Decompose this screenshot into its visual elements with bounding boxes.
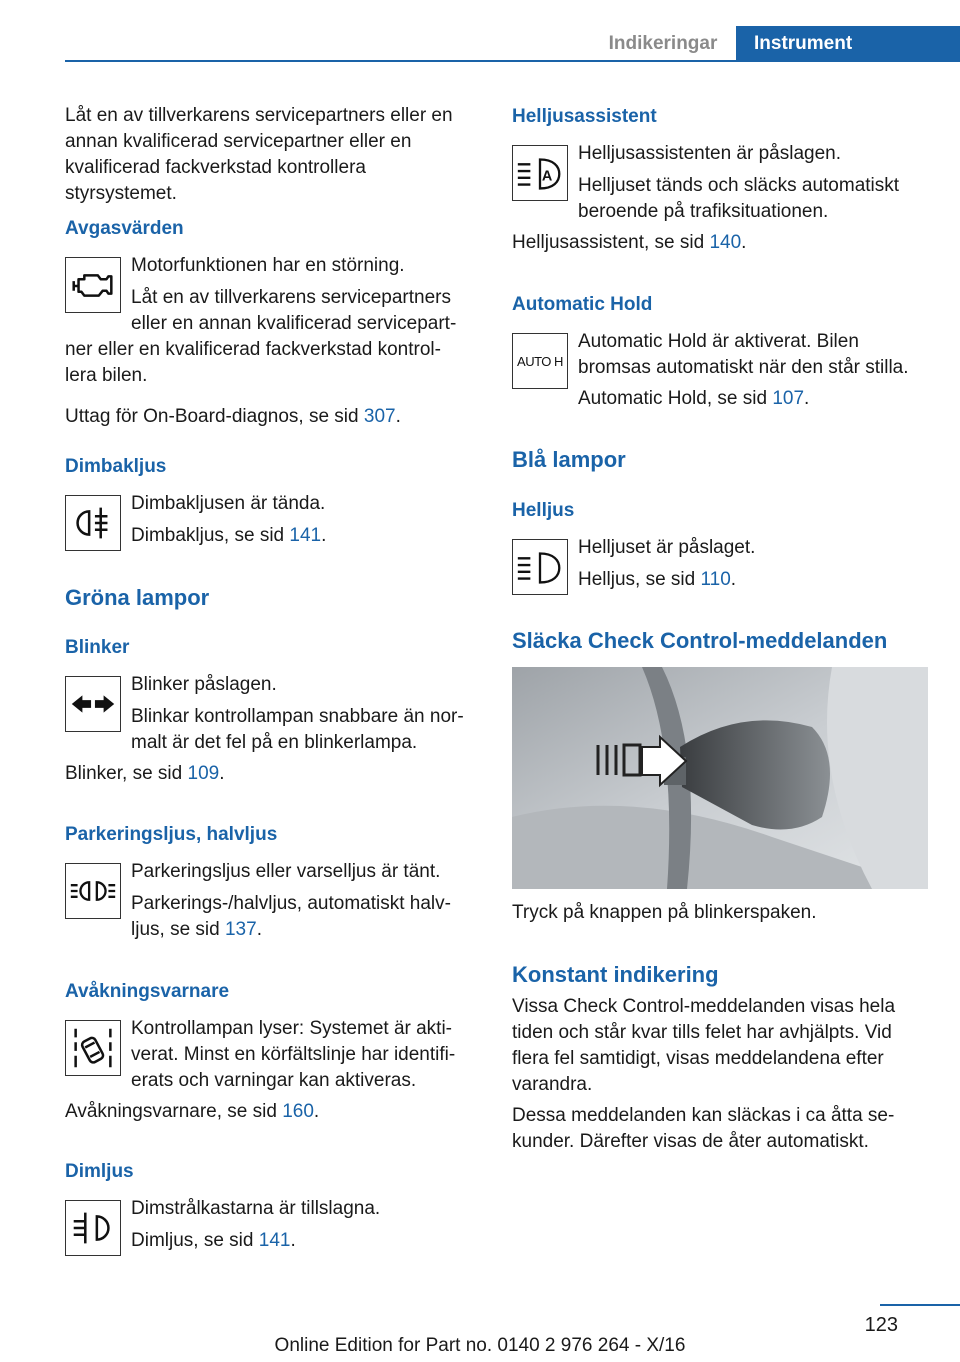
fog-title: Dimljus: [65, 1161, 134, 1182]
autohold-line-1b: bromsas automatiskt när den står stilla.: [578, 357, 909, 378]
hba-line-2a: Helljuset tänds och släcks automatiskt: [578, 175, 900, 196]
header-section-tab: Indikeringar: [608, 33, 718, 54]
parking-ref-link[interactable]: 137: [224, 919, 257, 940]
auto-hold-icon: [512, 333, 568, 389]
check-control-heading: Släcka Check Control-meddelanden: [512, 628, 888, 653]
green-lamps-heading: Gröna lampor: [65, 585, 210, 610]
avgas-line-2a: Låt en av tillverkarens servicepartners: [131, 287, 451, 308]
high-beam-icon: [512, 539, 568, 595]
avgas-line-2c: ner eller en kvalificerad fackverkstad kontrol‐: [65, 339, 441, 360]
blinker-line-1: Blinker påslagen.: [131, 674, 277, 695]
const-p1-a: Vissa Check Control-meddelanden visas hela: [512, 996, 896, 1017]
avgas-line-2b: eller en annan kvalificerad servicepart‐: [131, 313, 457, 334]
lane-line-1a: Kontrollampan lyser: Systemet är akti‐: [131, 1018, 453, 1039]
blinker-line-2a: Blinkar kontrollampan snabbare än nor‐: [131, 706, 464, 727]
autohold-title: Automatic Hold: [512, 294, 653, 315]
highbeam-ref-text: Helljus, se sid: [578, 569, 701, 590]
auto-hold-icon-text: AUTO H: [517, 353, 563, 369]
parking-light-icon: [65, 863, 121, 919]
blinker-ref-text: Blinker, se sid: [65, 763, 188, 784]
highbeam-reference: Helljus, se sid 110.: [578, 569, 737, 590]
header-rule: [65, 60, 960, 62]
avgas-ref-text: Uttag för On-Board-diagnos, se sid: [65, 406, 364, 427]
avgas-ref-link[interactable]: 307: [363, 406, 396, 427]
hba-title: Helljusassistent: [512, 106, 657, 127]
rear-fog-light-icon: [65, 495, 121, 551]
engine-check-icon: [65, 257, 121, 313]
autohold-reference: Automatic Hold, se sid 107.: [578, 388, 810, 409]
high-beam-assistant-icon: [512, 145, 568, 201]
lane-ref-link[interactable]: 160: [282, 1101, 314, 1122]
blinker-title: Blinker: [65, 637, 130, 658]
avgas-reference: Uttag för On-Board-diagnos, se sid 307.: [65, 406, 401, 427]
blinker-ref-link[interactable]: 109: [187, 763, 220, 784]
photo-caption: Tryck på knappen på blinkerspaken.: [512, 902, 817, 923]
const-p2-a: Dessa meddelanden kan släckas i ca åtta se‐: [512, 1105, 895, 1126]
dimbak-line-1: Dimbakljusen är tända.: [131, 493, 326, 514]
dimbak-reference: Dimbakljus, se sid 141.: [131, 525, 327, 546]
highbeam-line-1: Helljuset är påslaget.: [578, 537, 756, 558]
hba-line-2b: beroende på trafiksituationen.: [578, 201, 829, 222]
blinker-line-2b: malt är det fel på en blinkerlampa.: [131, 732, 418, 753]
page-number: 123: [864, 1314, 898, 1336]
highbeam-title: Helljus: [512, 500, 575, 521]
avgas-line-2d: lera bilen.: [65, 365, 148, 386]
dimbak-ref-text: Dimbakljus, se sid: [131, 525, 290, 546]
highbeam-ref-link[interactable]: 110: [700, 569, 731, 590]
blinker-reference: Blinker, se sid 109.: [65, 763, 225, 784]
autohold-ref-text: Automatic Hold, se sid: [578, 388, 773, 409]
blue-lamps-heading: Blå lampor: [512, 447, 626, 472]
parking-line-2b: ljus, se sid 137.: [131, 919, 262, 940]
fog-ref-link[interactable]: 141: [258, 1230, 291, 1251]
intro-paragraph: Låt en av tillverkarens servicepartners eller en annan kvalificerad servicepartner eller en kvalificerad fackverkstad kontrollera styrsystemet.: [65, 105, 453, 204]
turn-signal-stalk-photo: [512, 667, 928, 889]
parking-ref-text: ljus, se sid: [131, 919, 225, 940]
fog-ref-text: Dimljus, se sid: [131, 1230, 259, 1251]
lane-line-1b: verat. Minst en körfältslinje har identifi‐: [131, 1044, 456, 1065]
fog-line-1: Dimstrålkastarna är tillslagna.: [131, 1198, 381, 1219]
fog-reference: Dimljus, se sid 141.: [131, 1230, 296, 1251]
turn-signal-icon: [65, 676, 121, 732]
dimbak-title: Dimbakljus: [65, 456, 167, 477]
constant-indication-heading: Konstant indikering: [512, 962, 719, 987]
avgas-title: Avgasvärden: [65, 218, 184, 239]
front-fog-light-icon: [65, 1200, 121, 1256]
lane-departure-icon: [65, 1020, 121, 1076]
footer-rule: [880, 1304, 960, 1306]
avgas-line-1: Motorfunktionen har en störning.: [131, 255, 405, 276]
hba-ref-link[interactable]: 140: [709, 232, 742, 253]
parking-line-1: Parkeringsljus eller varselljus är tänt.: [131, 861, 441, 882]
autohold-line-1a: Automatic Hold är aktiverat. Bilen: [578, 331, 859, 352]
const-p1-d: varandra.: [512, 1074, 593, 1095]
header-chapter-tab: Instrument: [736, 26, 960, 62]
const-p2-b: kunder. Därefter visas de åter automatiskt.: [512, 1131, 869, 1152]
parking-line-2a: Parkerings-/halvljus, automatiskt halv‐: [131, 893, 451, 914]
footer-edition: Online Edition for Part no. 0140 2 976 264 - X/16: [274, 1335, 686, 1356]
hba-ref-text: Helljusassistent, se sid: [512, 232, 710, 253]
svg-text:A: A: [541, 168, 553, 185]
const-p1-c: flera fel samtidigt, visas meddelandena efter: [512, 1048, 884, 1069]
lane-line-1c: erats och varningar kan aktiveras.: [131, 1070, 417, 1091]
lane-reference: Avåkningsvarnare, se sid 160.: [65, 1101, 320, 1122]
hba-reference: Helljusassistent, se sid 140.: [512, 232, 747, 253]
dimbak-ref-link[interactable]: 141: [289, 525, 322, 546]
const-p1-b: tiden och står kvar tills felet har avhjälpts. Vid: [512, 1022, 892, 1043]
hba-line-1: Helljusassistenten är påslagen.: [578, 143, 841, 164]
lane-ref-text: Avåkningsvarnare, se sid: [65, 1101, 283, 1122]
lane-title: Avåkningsvarnare: [65, 981, 230, 1002]
parking-title: Parkeringsljus, halvljus: [65, 824, 278, 845]
autohold-ref-link[interactable]: 107: [772, 388, 805, 409]
